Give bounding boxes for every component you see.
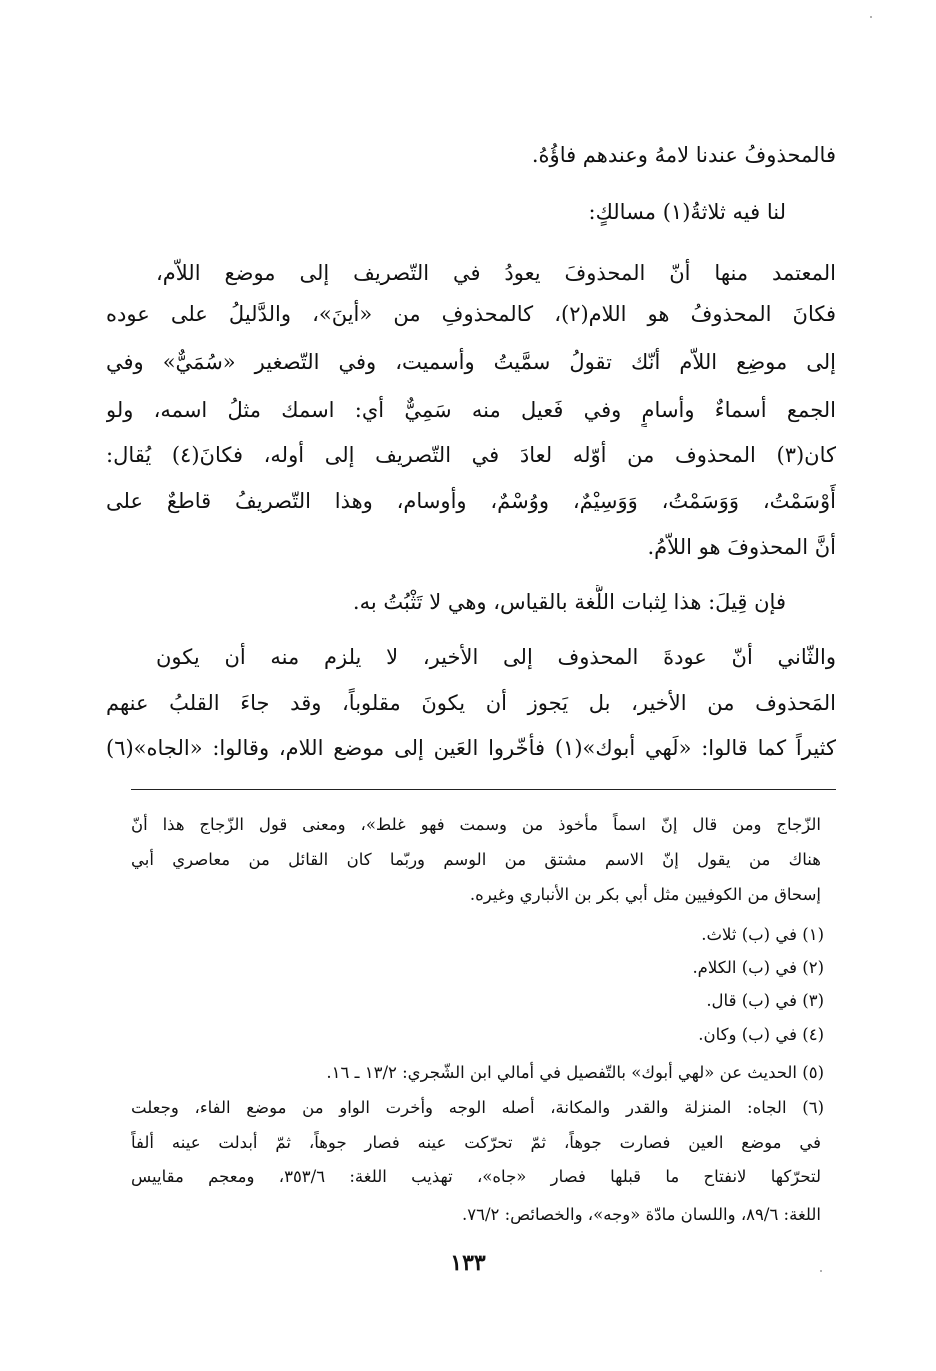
text-line: كثيراً كما قالوا: «لَهي أبوك»(١) فأخّروا العَين إلى موضع اللام، وقالوا: «الجاه»(٦) (106, 736, 836, 760)
footnote-line: لتحرّكها لانفتاح ما قبلها فصار «جاه»، تهذيب اللغة: ٣٥٣/٦، ومعجم مقاييس (131, 1167, 821, 1186)
text-line: أَوْسَمْتُ، وَوَسَمْتُ، وَوَسِيْمٌ، ووُسْمٌ، وأوسام، وهذا التّصريفُ قاطعٌ على (106, 489, 836, 513)
footnote-line: الزّجاج ومن قال إنّ اسماً مأخوذ من وسمت فهو غلط»، ومعنى قول الزّجاج هذا أنّ (131, 815, 821, 834)
text-line: الجمع أسماءٌ وأسامٍ وفي فَعيل منه سَمِيٌّ أي: اسمك مثلُ اسمه، ولو (106, 398, 836, 422)
text-line: كان(٣) المحذوف من أوّله لعادَ في التّصريف إلى أوله، فكانَ(٤) يُقال: (106, 443, 836, 467)
text-line: فإن قِيلَ: هذا لِثبات اللُّغة بالقياس، وهي لا تَثْبُتُ به. (352, 590, 786, 614)
footnote-line: (٥) الحديث عن «لهي أبوك» بالتّفصيل في أمالي ابن الشّجري: ١٣/٢ ـ ١٦. (326, 1063, 824, 1082)
footnote-line: هناك من يقول إنّ الاسم مشتق من الوسم وربّما كان القائل من معاصري أبي (131, 850, 821, 869)
scan-speck (820, 1270, 822, 1272)
footnote-line: اللغة: ٨٩/٦، واللسان مادّة «وجه»، والخصائص: ٧٦/٢. (461, 1205, 821, 1224)
text-line: فالمحذوفُ عندنا لامهُ وعندهم فاؤُهُ. (531, 143, 836, 167)
footnote-line: (١) في (ب) ثلاث. (701, 925, 824, 944)
footnote-line: في موضع العين فصارت جوهاً، ثمّ تحرّكت عينه فصار جوهاً، ثمّ أبدلت عينه ألفاً (131, 1133, 821, 1152)
footnote-separator (131, 789, 836, 790)
scan-speck (870, 16, 872, 18)
text-line: لنا فيه ثلاثةُ(١) مسالكٍ: (588, 200, 786, 224)
text-line: إلى موضِع اللاّم أنّك تقولُ سمَّيتُ وأسميت، وفي التّصغير «سُمَيٌّ» وفي (106, 350, 836, 374)
text-line: فكانَ المحذوفُ هو اللام(٢)، كالمحذوفِ من «أينَ»، والدَّليلُ على عوده (106, 302, 836, 326)
footnote-line: (٢) في (ب) الكلام. (692, 958, 824, 977)
page-number: ١٣٣ (450, 1250, 486, 1276)
text-line: المَحذوف من الأخير، بل يَجوز أن يكونَ مقلوباً، وقد جاءَ القلبُ عنهم (106, 691, 836, 715)
footnote-line: (٤) في (ب) وكان. (698, 1025, 824, 1044)
text-line: والثّاني أنّ عودةَ المحذوف إلى الأخير، لا يلزم منه أن يكون (156, 645, 836, 669)
footnote-line: إسحاق من الكوفيين مثل أبي بكر بن الأنباري وغيره. (469, 885, 821, 904)
text-line: المعتمد منها أنّ المحذوفَ يعودُ في التّصريف إلى موضع اللاّم، (156, 261, 836, 285)
text-line: أنَّ المحذوفَ هو اللاّمُ. (647, 535, 836, 559)
footnote-line: (٣) في (ب) قال. (706, 991, 824, 1010)
footnote-line: (٦) الجاه: المنزلة والقدر والمكانة، أصله الوجه وأخرت الواو من موضع الفاء، وجعلت (131, 1098, 824, 1117)
